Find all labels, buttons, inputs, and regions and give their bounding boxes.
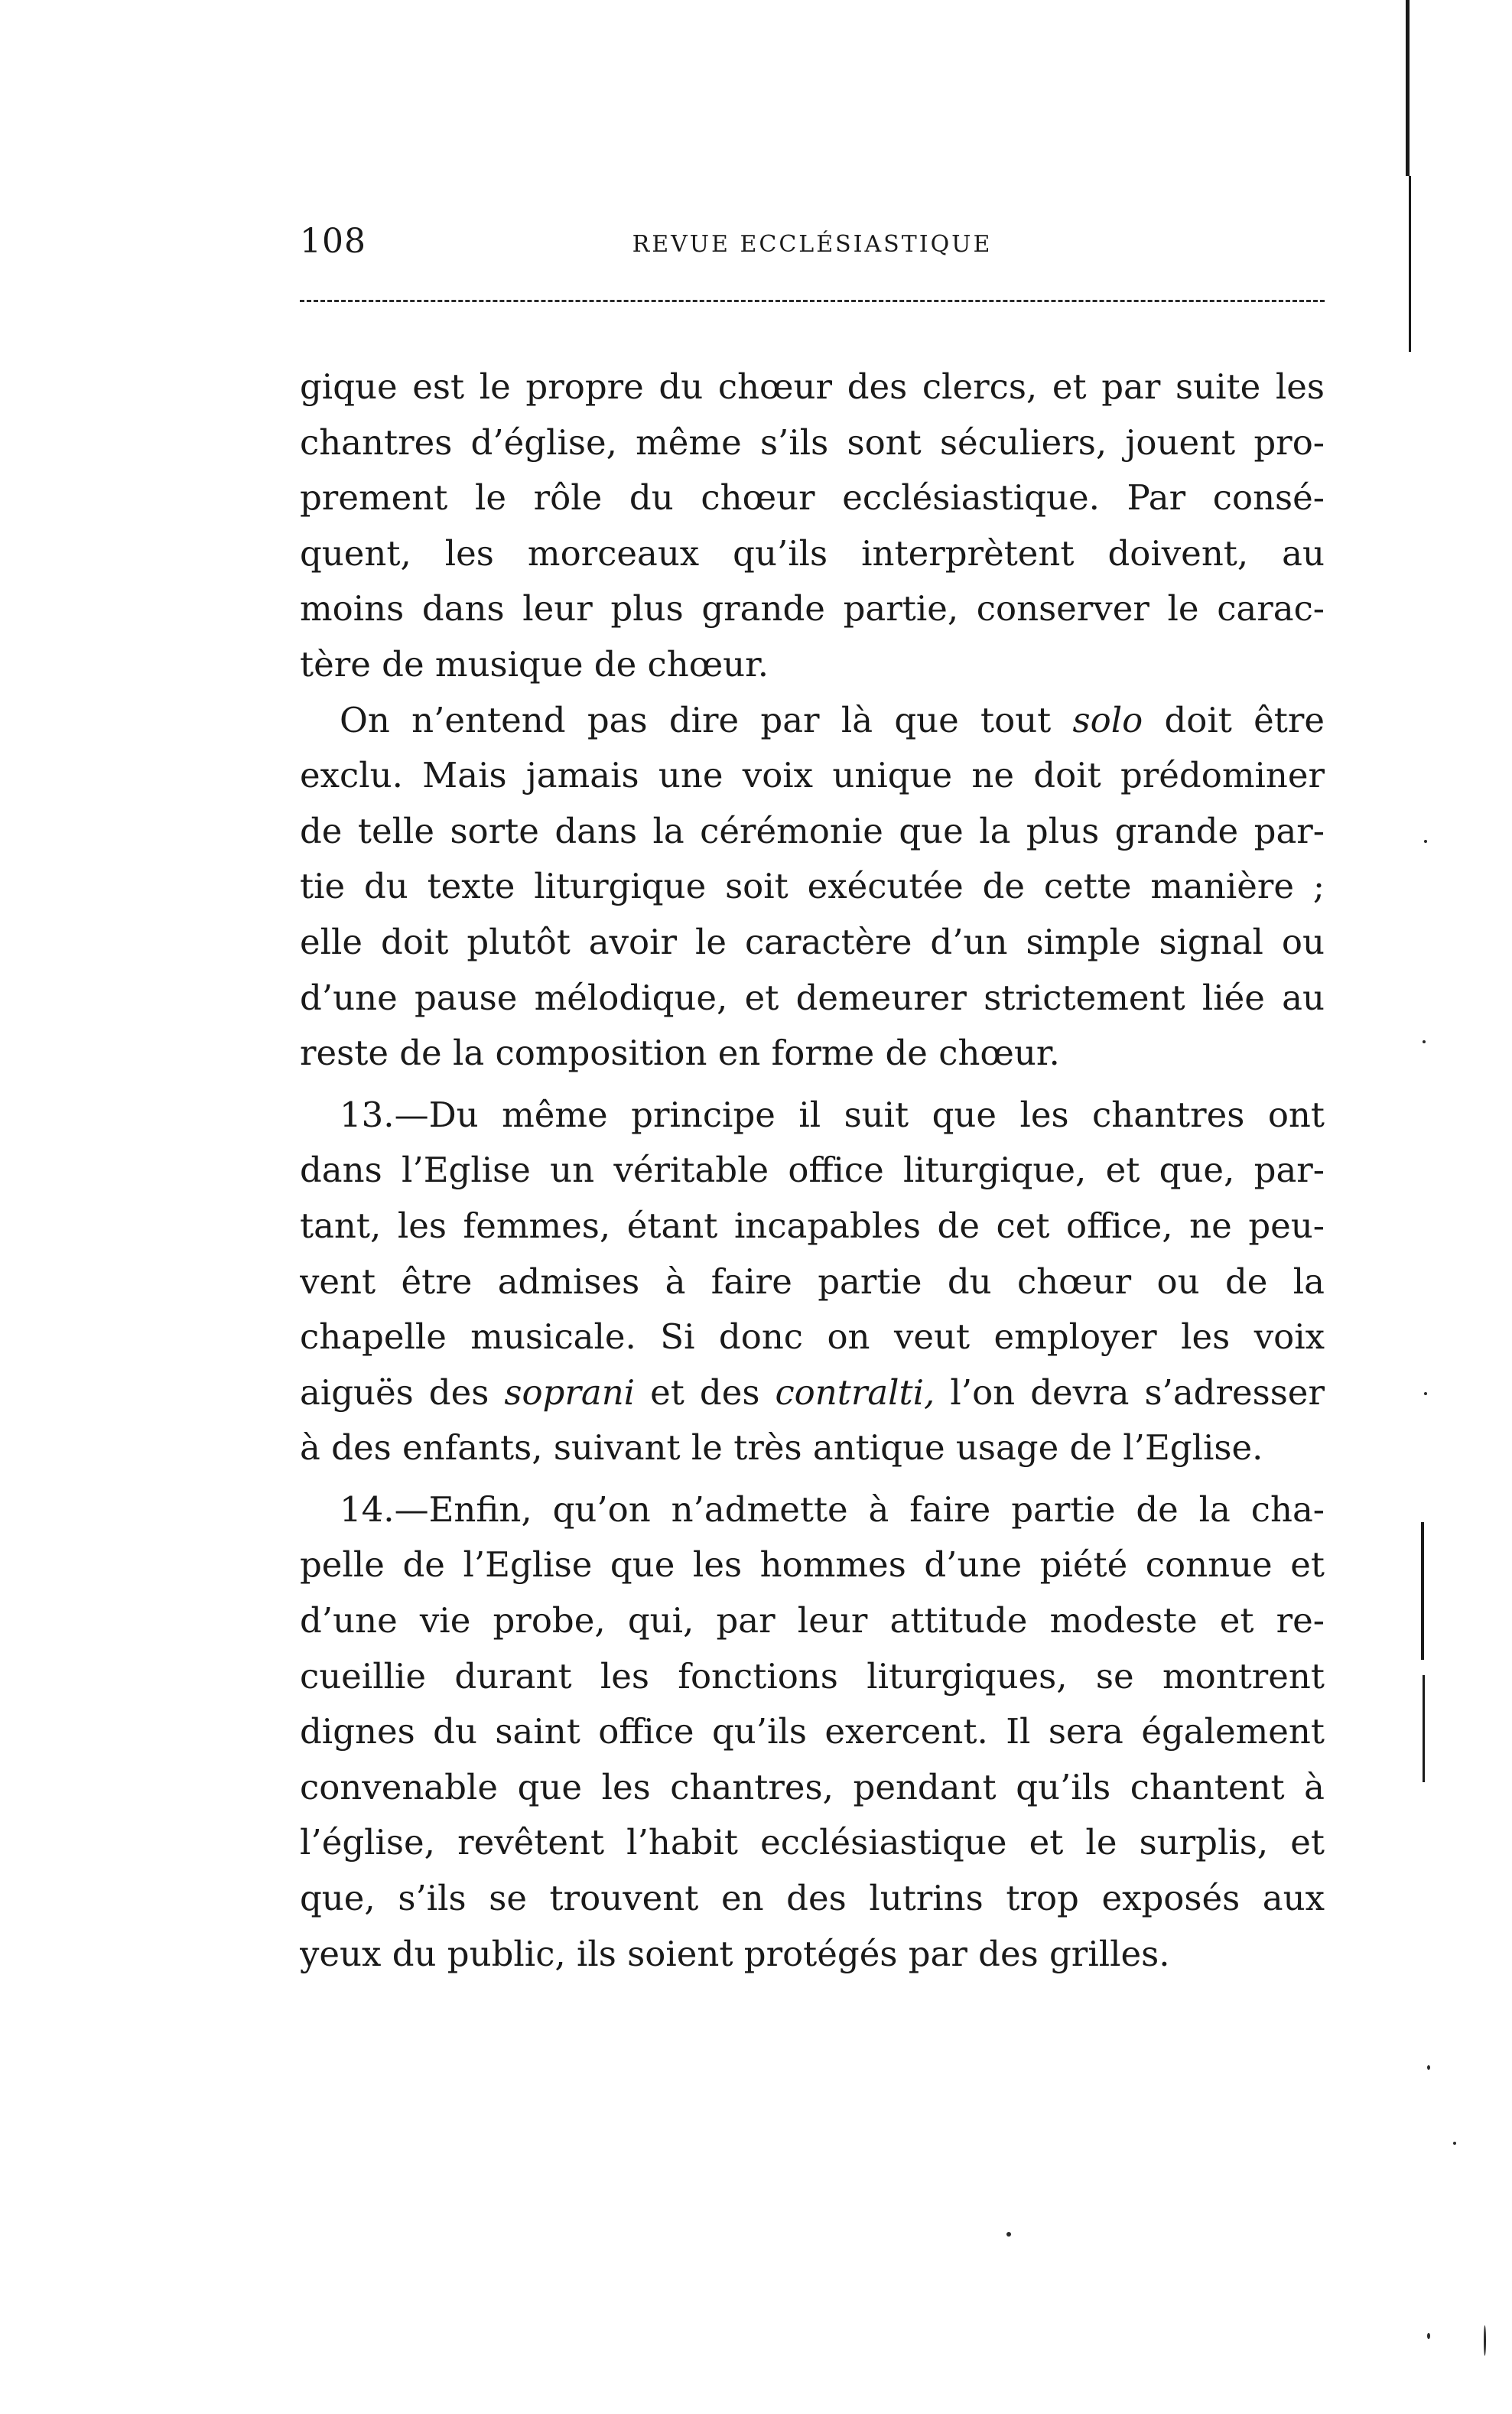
text-segment: l’on devra s’adresser [950, 1371, 1325, 1413]
text-segment: On n’entend pas dire par là que tout [340, 699, 1052, 740]
italic-term: contralti, [775, 1371, 935, 1413]
text-segment: doit être [1164, 699, 1325, 740]
running-head: REVUE ECCLÉSIASTIQUE [632, 231, 993, 258]
scan-speck [1006, 2232, 1011, 2237]
text-line: yeux du public, ils soient protégés par des grilles. [300, 1933, 1170, 1974]
scan-speck [1423, 1040, 1426, 1043]
text-line: vent être admises à faire partie du chœur ou de la [300, 1261, 1325, 1302]
text-line: reste de la composition en forme de chœur. [300, 1033, 1060, 1074]
text-line: tère de musique de chœur. [300, 643, 769, 685]
scan-edge-mark [1409, 176, 1411, 352]
text-line: l’église, revêtent l’habit ecclésiastique et le surplis, et [300, 1822, 1325, 1863]
text-line: 13.—Du même principe il suit que les chantres ont [340, 1094, 1325, 1135]
italic-term: solo [1072, 699, 1143, 740]
text-line: convenable que les chantres, pendant qu’ils chantent à [300, 1766, 1325, 1807]
text-body [300, 359, 1325, 1982]
text-line: 14.—Enfin, qu’on n’admette à faire partie de la cha- [340, 1488, 1325, 1530]
scan-speck [1484, 2325, 1486, 2356]
paragraph-1 [300, 359, 1325, 693]
scan-speck [1427, 2333, 1430, 2339]
page-number: 108 [300, 222, 366, 261]
text-line: que, s’ils se trouvent en des lutrins trop exposés aux [300, 1878, 1325, 1919]
page-header [300, 222, 1325, 275]
text-line: à des enfants, suivant le très antique usage de l’Eglise. [300, 1427, 1263, 1469]
paragraph-4 [300, 1482, 1325, 1982]
text-line [300, 1365, 1325, 1421]
text-line: d’une vie probe, qui, par leur attitude modeste et re- [300, 1600, 1325, 1641]
header-rule [300, 300, 1325, 302]
text-line: tie du texte liturgique soit exécutée de cette manière ; [300, 866, 1325, 907]
text-line: dans l’Eglise un véritable office liturgique, et que, par- [300, 1150, 1325, 1191]
italic-term: soprani [504, 1371, 636, 1413]
text-line: exclu. Mais jamais une voix unique ne doit prédominer [300, 755, 1325, 796]
text-line: pelle de l’Eglise que les hommes d’une piété connue et [300, 1544, 1325, 1586]
scan-speck [1424, 840, 1427, 843]
text-line: dignes du saint office qu’ils exercent. Il sera également [300, 1711, 1325, 1752]
text-line: quent, les morceaux qu’ils interprètent doivent, au [300, 532, 1325, 574]
text-line: gique est le propre du chœur des clercs, et par suite les [300, 366, 1325, 407]
scan-edge-mark [1423, 1675, 1425, 1782]
text-segment: et des [650, 1371, 760, 1413]
text-line: de telle sorte dans la cérémonie que la plus grande par- [300, 810, 1325, 851]
paragraph-2 [300, 693, 1325, 1082]
scan-speck [1453, 2142, 1456, 2145]
scan-speck [1427, 2065, 1430, 2070]
text-line: chapelle musicale. Si donc on veut employer les voix [300, 1316, 1325, 1358]
text-line: cueillie durant les fonctions liturgiques, se montrent [300, 1655, 1325, 1697]
text-line: elle doit plutôt avoir le caractère d’un simple signal ou [300, 921, 1325, 962]
paragraph-3 [300, 1088, 1325, 1476]
text-line: prement le rôle du chœur ecclésiastique. Par consé- [300, 477, 1325, 519]
text-segment: aiguës des [300, 1371, 489, 1413]
text-line [300, 693, 1325, 749]
scan-edge-mark [1421, 1522, 1424, 1660]
text-line: moins dans leur plus grande partie, conserver le carac- [300, 588, 1325, 630]
scan-speck [1424, 1392, 1427, 1395]
text-line: chantres d’église, même s’ils sont séculiers, jouent pro- [300, 421, 1325, 463]
text-line: tant, les femmes, étant incapables de cet office, ne peu- [300, 1205, 1325, 1246]
text-line: d’une pause mélodique, et demeurer strictement liée au [300, 977, 1325, 1018]
scan-edge-mark [1406, 0, 1410, 176]
